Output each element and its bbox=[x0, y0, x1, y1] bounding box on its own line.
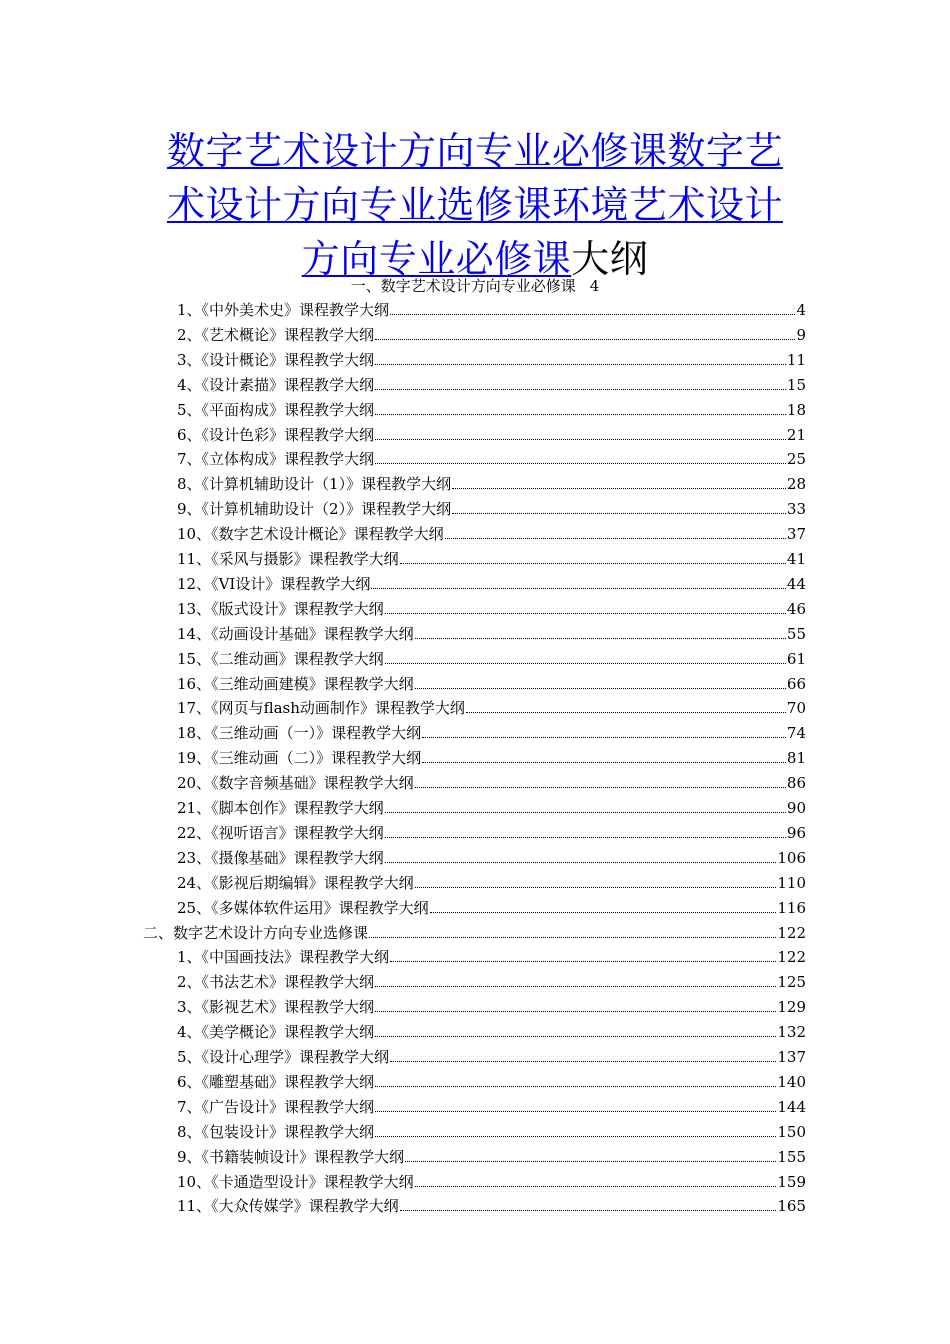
toc-entry-page: 11 bbox=[786, 350, 806, 369]
toc-dot-leader bbox=[415, 1185, 777, 1187]
toc-entry-page: 41 bbox=[786, 550, 806, 568]
toc-entry[interactable] bbox=[177, 447, 806, 469]
toc-entry-label: 9、《书籍装帧设计》课程教学大纲 bbox=[177, 1147, 405, 1166]
toc-dot-leader bbox=[445, 537, 786, 539]
toc-dot-leader bbox=[415, 886, 777, 888]
toc-entry[interactable] bbox=[177, 995, 806, 1017]
toc-entry-label: 24、《影视后期编辑》课程教学大纲 bbox=[177, 873, 414, 892]
toc-dot-leader bbox=[375, 1035, 776, 1037]
toc-entry-label: 2、《书法艺术》课程教学大纲 bbox=[177, 973, 375, 992]
toc-entry-page: 15 bbox=[786, 375, 806, 394]
toc-entry-page: 159 bbox=[777, 1172, 806, 1191]
toc-entry[interactable] bbox=[177, 696, 806, 718]
toc-dot-leader bbox=[375, 1010, 776, 1012]
toc-entry[interactable] bbox=[177, 348, 806, 370]
toc-entry[interactable] bbox=[177, 1095, 806, 1117]
toc-entry-label: 4、《美学概论》课程教学大纲 bbox=[177, 1023, 375, 1042]
toc-dot-leader bbox=[415, 786, 786, 788]
toc-dot-leader bbox=[452, 487, 786, 489]
toc-entry-label: 23、《摄像基础》课程教学大纲 bbox=[177, 848, 384, 867]
toc-entry-page: 116 bbox=[777, 898, 806, 917]
toc-entry[interactable] bbox=[177, 373, 806, 395]
toc-dot-leader bbox=[385, 861, 777, 863]
toc-entry-page: 155 bbox=[777, 1147, 806, 1166]
toc-entry-label: 6、《雕塑基础》课程教学大纲 bbox=[177, 1072, 375, 1091]
toc-dot-leader bbox=[375, 1135, 776, 1137]
toc-entry-page: 46 bbox=[786, 599, 806, 618]
toc-entry[interactable] bbox=[177, 547, 806, 569]
toc-entry-label: 11、《大众传媒学》课程教学大纲 bbox=[177, 1197, 399, 1216]
toc-entry[interactable] bbox=[177, 945, 806, 967]
toc-entry[interactable] bbox=[177, 522, 806, 544]
toc-entry-label: 20、《数字音频基础》课程教学大纲 bbox=[177, 774, 414, 793]
toc-entry-page: 70 bbox=[786, 699, 806, 718]
toc-entry[interactable] bbox=[177, 1020, 806, 1042]
toc-entry[interactable] bbox=[177, 871, 806, 893]
toc-entry-page: 18 bbox=[786, 400, 806, 419]
toc-dot-leader bbox=[415, 687, 786, 689]
toc-dot-leader bbox=[405, 1160, 776, 1162]
toc-entry[interactable] bbox=[177, 1145, 806, 1167]
toc-entry-page: 110 bbox=[777, 873, 806, 892]
toc-entry-label: 3、《影视艺术》课程教学大纲 bbox=[177, 998, 375, 1017]
toc-dot-leader bbox=[375, 985, 776, 987]
toc-entry-page: 106 bbox=[777, 848, 806, 867]
toc-entry[interactable] bbox=[177, 1120, 806, 1142]
toc-entry-label: 8、《计算机辅助设计（1）》课程教学大纲 bbox=[177, 475, 452, 494]
toc-entry-page: 125 bbox=[777, 973, 806, 992]
toc-entry-page: 74 bbox=[786, 724, 806, 743]
toc-dot-leader bbox=[385, 662, 786, 664]
toc-entry[interactable] bbox=[177, 721, 806, 743]
toc-dot-leader bbox=[430, 911, 777, 913]
toc-dot-leader bbox=[385, 811, 786, 813]
toc-entry-label: 25、《多媒体软件运用》课程教学大纲 bbox=[177, 898, 429, 917]
toc-dot-leader bbox=[369, 936, 776, 938]
toc-dot-leader bbox=[375, 388, 786, 390]
toc-entry-page: 25 bbox=[786, 450, 806, 469]
toc-dot-leader bbox=[385, 612, 786, 614]
toc-dot-leader bbox=[422, 761, 786, 763]
toc-entry[interactable] bbox=[177, 622, 806, 644]
toc-entry-page: 96 bbox=[786, 823, 806, 842]
toc-dot-leader bbox=[375, 1110, 776, 1112]
toc-dot-leader bbox=[375, 338, 795, 340]
toc-entry-page: 140 bbox=[777, 1072, 806, 1091]
toc-entry-page: 122 bbox=[777, 948, 806, 967]
toc-entry-page: 150 bbox=[777, 1122, 806, 1141]
toc-entry-label: 二、数字艺术设计方向专业选修课 bbox=[143, 923, 369, 942]
toc-entry-page: 55 bbox=[786, 624, 806, 643]
toc-entry-label: 11、《采风与摄影》课程教学大纲 bbox=[177, 550, 399, 568]
toc-dot-leader bbox=[415, 637, 786, 639]
title-link[interactable]: 数字艺术设计方向专业必修课数字艺术设计方向专业选修课环境艺术设计方向专业必修课 bbox=[166, 129, 783, 281]
toc-entry[interactable] bbox=[177, 597, 806, 619]
toc-dot-leader bbox=[466, 711, 786, 713]
toc-entry-label: 15、《二维动画》课程教学大纲 bbox=[177, 649, 384, 668]
toc-entry[interactable] bbox=[177, 472, 806, 494]
document-title bbox=[150, 124, 800, 286]
toc-entry-page: 37 bbox=[786, 525, 806, 544]
toc-entry-label: 1、《中外美术史》课程教学大纲 bbox=[177, 301, 390, 319]
toc-dot-leader bbox=[390, 1060, 776, 1062]
toc-entry-label: 22、《视听语言》课程教学大纲 bbox=[177, 823, 384, 842]
toc-entry-page: 66 bbox=[786, 674, 806, 693]
toc-entry-page: 86 bbox=[786, 774, 806, 793]
toc-entry-page: 165 bbox=[777, 1197, 806, 1216]
toc-dot-leader bbox=[422, 736, 786, 738]
toc-entry-label: 19、《三维动画（二）》课程教学大纲 bbox=[177, 749, 422, 768]
section1-heading-page: 4 bbox=[589, 277, 600, 295]
toc-entry-label: 21、《脚本创作》课程教学大纲 bbox=[177, 799, 384, 817]
toc-entry-page: 44 bbox=[786, 574, 806, 593]
toc-entry-label: 10、《卡通造型设计》课程教学大纲 bbox=[177, 1172, 414, 1191]
toc-entry[interactable] bbox=[177, 970, 806, 992]
toc-entry[interactable] bbox=[177, 821, 806, 843]
toc-entry-label: 4、《设计素描》课程教学大纲 bbox=[177, 375, 375, 394]
toc-entry-label: 12、《VI设计》课程教学大纲 bbox=[177, 574, 371, 593]
toc-entry-label: 5、《设计心理学》课程教学大纲 bbox=[177, 1048, 390, 1066]
toc-dot-leader bbox=[375, 438, 786, 440]
toc-entry-page: 21 bbox=[786, 425, 806, 444]
toc-dot-leader bbox=[452, 512, 786, 514]
toc-entry-label: 14、《动画设计基础》课程教学大纲 bbox=[177, 624, 414, 643]
toc-entry[interactable] bbox=[177, 846, 806, 868]
toc-entry[interactable] bbox=[177, 497, 806, 519]
toc-dot-leader bbox=[400, 1209, 777, 1211]
section1-heading[interactable] bbox=[0, 275, 950, 297]
toc-entry[interactable] bbox=[177, 423, 806, 445]
toc-entry[interactable] bbox=[177, 746, 806, 768]
toc-entry[interactable] bbox=[177, 398, 806, 420]
toc-entry-page: 144 bbox=[777, 1097, 806, 1116]
toc-section-heading[interactable] bbox=[143, 921, 806, 943]
toc-entry[interactable] bbox=[177, 796, 806, 818]
toc-entry[interactable] bbox=[177, 672, 806, 694]
toc-entry-label: 1、《中国画技法》课程教学大纲 bbox=[177, 948, 390, 967]
toc-dot-leader bbox=[375, 363, 786, 365]
section1-heading-label: 一、数字艺术设计方向专业必修课 bbox=[350, 277, 576, 295]
toc-entry-label: 9、《计算机辅助设计（2）》课程教学大纲 bbox=[177, 500, 452, 519]
toc-entry-label: 7、《广告设计》课程教学大纲 bbox=[177, 1097, 375, 1116]
toc-dot-leader bbox=[390, 960, 776, 962]
toc-entry[interactable] bbox=[177, 647, 806, 669]
toc-entry-label: 8、《包装设计》课程教学大纲 bbox=[177, 1122, 375, 1141]
title-suffix: 大纲 bbox=[571, 237, 649, 281]
toc-entry-label: 18、《三维动画（一）》课程教学大纲 bbox=[177, 724, 422, 743]
toc-entry-label: 7、《立体构成》课程教学大纲 bbox=[177, 450, 375, 469]
toc-entry-label: 13、《版式设计》课程教学大纲 bbox=[177, 599, 384, 618]
toc-entry-page: 129 bbox=[777, 998, 806, 1017]
toc-entry-page: 90 bbox=[786, 799, 806, 817]
toc-entry-page: 122 bbox=[777, 923, 806, 942]
toc-entry-page: 132 bbox=[777, 1023, 806, 1042]
toc-entry[interactable] bbox=[177, 323, 806, 345]
toc-entry[interactable] bbox=[177, 1170, 806, 1192]
toc-entry-label: 6、《设计色彩》课程教学大纲 bbox=[177, 425, 375, 444]
toc-dot-leader bbox=[375, 462, 786, 464]
toc-entry[interactable] bbox=[177, 771, 806, 793]
toc-entry-label: 2、《艺术概论》课程教学大纲 bbox=[177, 325, 375, 344]
toc-entry-page: 61 bbox=[786, 649, 806, 668]
toc-dot-leader bbox=[375, 413, 786, 415]
toc-entry-label: 10、《数字艺术设计概论》课程教学大纲 bbox=[177, 525, 444, 544]
toc-dot-leader bbox=[390, 313, 795, 315]
toc-entry-page: 4 bbox=[796, 301, 806, 319]
toc-entry-page: 9 bbox=[796, 325, 806, 344]
toc-dot-leader bbox=[375, 1085, 776, 1087]
toc-entry[interactable] bbox=[177, 1045, 806, 1067]
toc-dot-leader bbox=[385, 836, 786, 838]
toc-entry-page: 33 bbox=[786, 500, 806, 519]
toc-entry[interactable] bbox=[177, 1070, 806, 1092]
toc-entry[interactable] bbox=[177, 298, 806, 320]
toc-entry[interactable] bbox=[177, 896, 806, 918]
toc-entry[interactable] bbox=[177, 1194, 806, 1216]
toc-dot-leader bbox=[400, 562, 786, 564]
toc-entry-label: 5、《平面构成》课程教学大纲 bbox=[177, 400, 375, 419]
toc-entry[interactable] bbox=[177, 572, 806, 594]
toc-entry-page: 28 bbox=[786, 475, 806, 494]
toc-entry-label: 17、《网页与flash动画制作》课程教学大纲 bbox=[177, 699, 465, 718]
toc-entry-label: 16、《三维动画建模》课程教学大纲 bbox=[177, 674, 414, 693]
toc-entry-page: 137 bbox=[777, 1048, 806, 1066]
toc-dot-leader bbox=[371, 587, 786, 589]
toc-entry-label: 3、《设计概论》课程教学大纲 bbox=[177, 350, 375, 369]
toc-entry-page: 81 bbox=[786, 749, 806, 768]
